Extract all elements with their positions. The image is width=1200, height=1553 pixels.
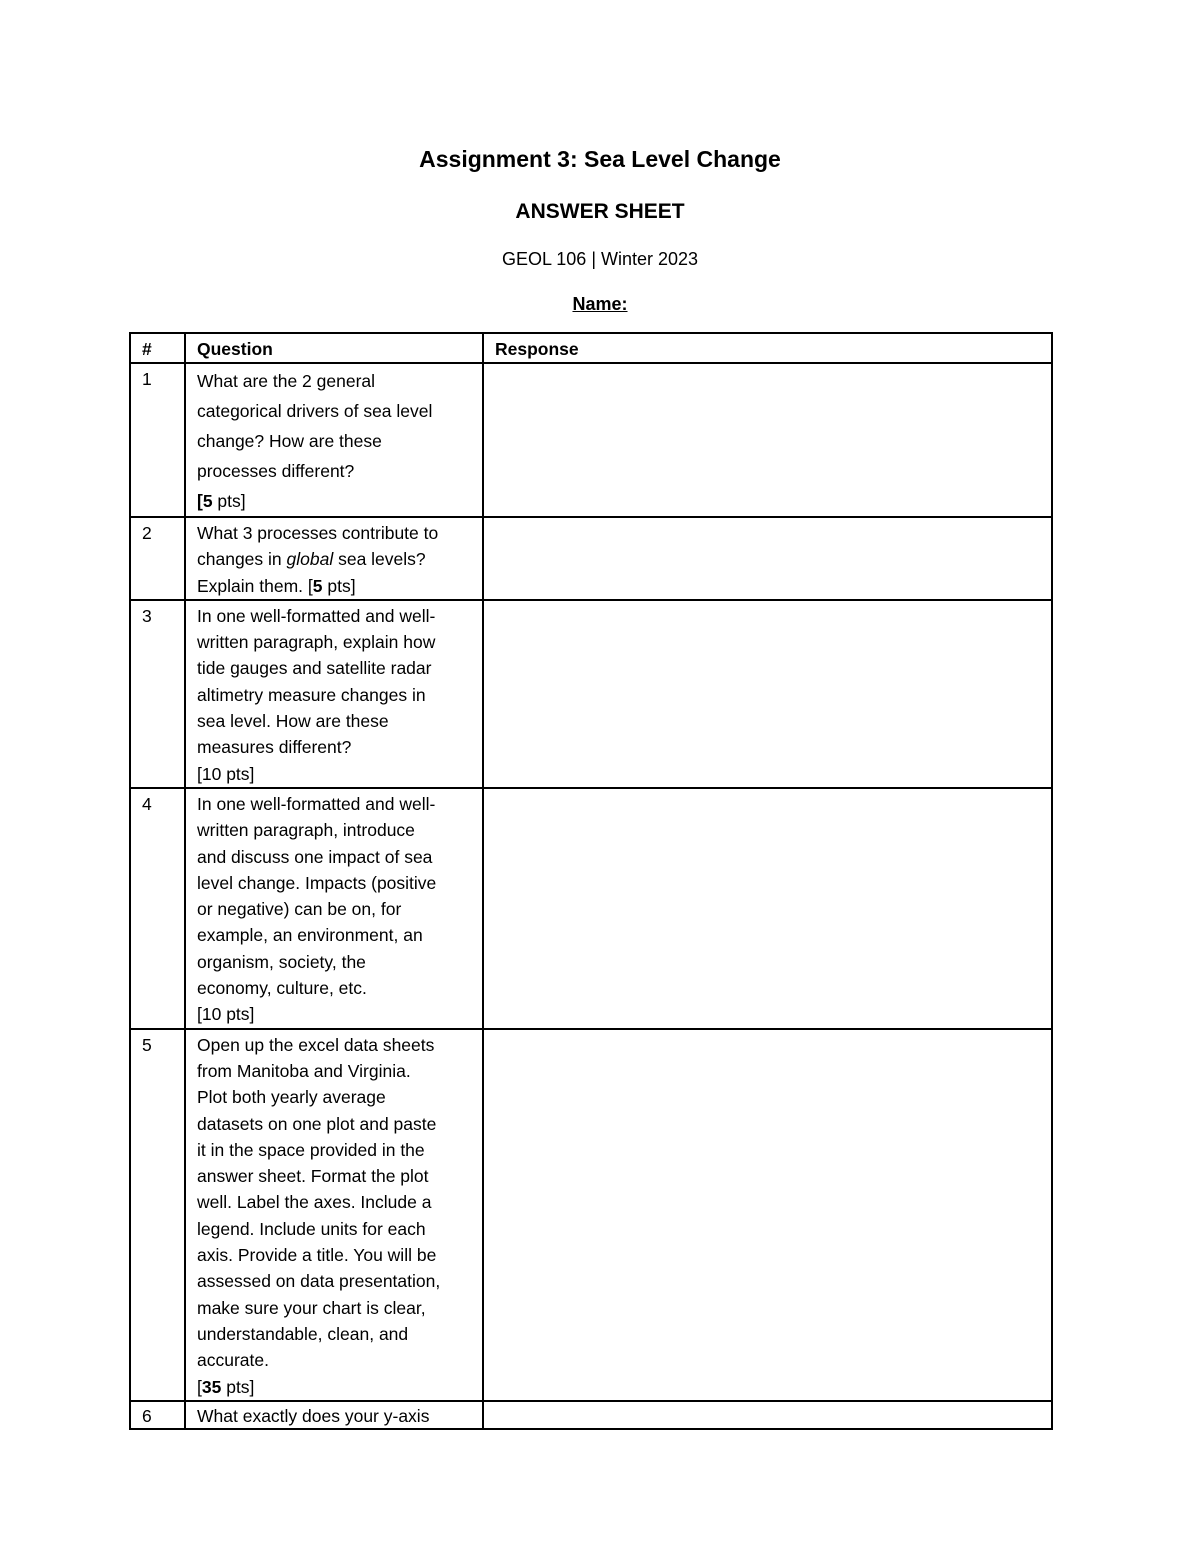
question-line: written paragraph, explain how [197, 632, 436, 653]
question-line: example, an environment, an [197, 925, 423, 946]
question-line: What are the 2 general [197, 371, 376, 391]
question-line: make sure your chart is clear, [197, 1297, 426, 1318]
points-value: [10 pts] [197, 763, 255, 784]
question-number: 4 [130, 788, 185, 1029]
question-line: from Manitoba and Virginia. [197, 1060, 411, 1081]
question-line: altimetry measure changes in [197, 684, 426, 705]
question-line: processes different? [197, 461, 355, 481]
question-line: it in the space provided in the [197, 1139, 425, 1160]
question-line: What exactly does your y-axis [197, 1405, 430, 1426]
response-cell[interactable] [483, 363, 1052, 517]
table-row [130, 363, 1052, 517]
response-cell[interactable] [483, 517, 1052, 600]
table-row [130, 600, 1052, 788]
question-text [185, 788, 483, 1029]
question-number: 1 [130, 363, 185, 517]
question-text [185, 1029, 483, 1401]
question-line: tide gauges and satellite radar [197, 658, 432, 679]
question-line: Plot both yearly average [197, 1087, 386, 1108]
header-number: # [130, 333, 185, 363]
question-number: 2 [130, 517, 185, 600]
question-line: changes in global sea levels? [197, 549, 426, 570]
question-line: measures different? [197, 737, 352, 758]
table-row [130, 788, 1052, 1029]
question-text [185, 363, 483, 517]
page-subtitle: ANSWER SHEET [515, 200, 685, 223]
question-line: axis. Provide a title. You will be [197, 1245, 437, 1266]
question-line: answer sheet. Format the plot [197, 1166, 429, 1187]
response-cell[interactable] [483, 600, 1052, 788]
question-line: or negative) can be on, for [197, 899, 402, 920]
question-line: In one well-formatted and well- [197, 793, 436, 814]
name-label: Name: [572, 294, 628, 314]
question-line: written paragraph, introduce [197, 820, 415, 841]
question-text [185, 1401, 483, 1429]
question-line: Open up the excel data sheets [197, 1034, 435, 1055]
response-cell[interactable] [483, 788, 1052, 1029]
question-text [185, 600, 483, 788]
question-number: 5 [130, 1029, 185, 1401]
header-response: Response [483, 333, 1052, 363]
question-line: What 3 processes contribute to [197, 523, 439, 543]
points-value: [5 pts] [197, 491, 246, 511]
question-line: accurate. [197, 1350, 269, 1371]
answer-table [129, 332, 1053, 1430]
table-row [130, 1029, 1052, 1401]
points-value: [10 pts] [197, 1004, 255, 1025]
question-line: change? How are these [197, 431, 382, 451]
question-line: economy, culture, etc. [197, 978, 367, 999]
question-line: legend. Include units for each [197, 1218, 426, 1239]
question-line: sea level. How are these [197, 711, 389, 732]
table-row [130, 1401, 1052, 1429]
header-question: Question [185, 333, 483, 363]
question-line: organism, society, the [197, 951, 366, 972]
question-line: categorical drivers of sea level [197, 401, 433, 421]
question-line: level change. Impacts (positive [197, 872, 437, 893]
response-cell[interactable] [483, 1401, 1052, 1429]
question-line: assessed on data presentation, [197, 1271, 441, 1292]
table-row [130, 517, 1052, 600]
question-line: understandable, clean, and [197, 1323, 409, 1344]
question-line: datasets on one plot and paste [197, 1113, 437, 1134]
course-info: GEOL 106 | Winter 2023 [501, 249, 699, 269]
table-header-row [130, 333, 1052, 363]
points-value: [35 pts] [197, 1376, 255, 1397]
page-title: Assignment 3: Sea Level Change [419, 146, 781, 172]
question-line: well. Label the axes. Include a [197, 1192, 432, 1213]
response-cell[interactable] [483, 1029, 1052, 1401]
question-text [185, 517, 483, 600]
question-line: In one well-formatted and well- [197, 605, 436, 626]
points-value: Explain them. [5 pts] [197, 575, 356, 596]
question-line: and discuss one impact of sea [197, 846, 433, 867]
question-number: 6 [130, 1401, 185, 1429]
question-number: 3 [130, 600, 185, 788]
